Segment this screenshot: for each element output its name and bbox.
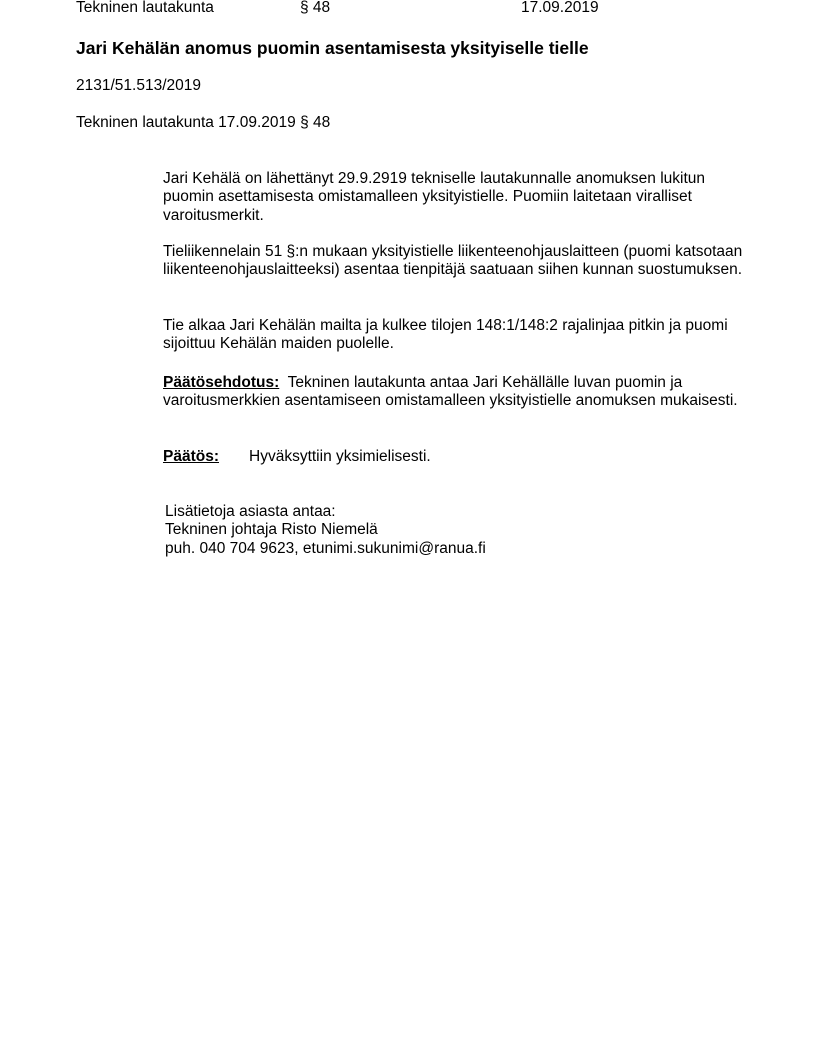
decision-text: Hyväksyttiin yksimielisesti.: [249, 448, 431, 465]
header-board: Tekninen lautakunta: [76, 0, 214, 16]
reference-number: 2131/51.513/2019: [76, 77, 201, 94]
contact-phone-email: puh. 040 704 9623, etunimi.sukunimi@ranua.fi: [165, 540, 486, 557]
proposal-text: Tekninen lautakunta antaa Jari Kehällälle luvan puomin ja varoitusmerkkien asentamiseen omistamalleen yksityistielle anomuksen mukaisesti.: [163, 374, 738, 410]
paragraph-road: Tie alkaa Jari Kehälän mailta ja kulkee tilojen 148:1/148:2 rajalinjaa pitkin ja puomi sijoittuu Kehälän maiden puolelle.: [163, 317, 728, 353]
meeting-line: Tekninen lautakunta 17.09.2019 § 48: [76, 114, 331, 131]
proposal-label: Päätösehdotus:: [163, 374, 280, 391]
document-title: Jari Kehälän anomus puomin asentamisesta yksityiselle tielle: [76, 38, 589, 58]
proposal-paragraph: [163, 374, 743, 411]
contact-person: Tekninen johtaja Risto Niemelä: [165, 521, 378, 538]
decision-label: Päätös:: [163, 448, 219, 465]
paragraph-law: Tieliikennelain 51 §:n mukaan yksityistielle liikenteenohjauslaitteen (puomi katsotaan liikenteenohjauslaitteeksi) asentaa tienpitäjä saatuaan siihen kunnan suostumuksen.: [163, 243, 743, 279]
decision-paragraph: [163, 448, 743, 466]
header-date: 17.09.2019: [521, 0, 599, 16]
header-section: § 48: [300, 0, 331, 16]
contact-intro: Lisätietoja asiasta antaa:: [165, 503, 336, 520]
paragraph-application: Jari Kehälä on lähettänyt 29.9.2919 tekniselle lautakunnalle anomuksen lukitun puomin asettamisesta omistamalleen yksityistielle. Puomiin laitetaan viralliset varoitusmerkit.: [163, 170, 706, 224]
